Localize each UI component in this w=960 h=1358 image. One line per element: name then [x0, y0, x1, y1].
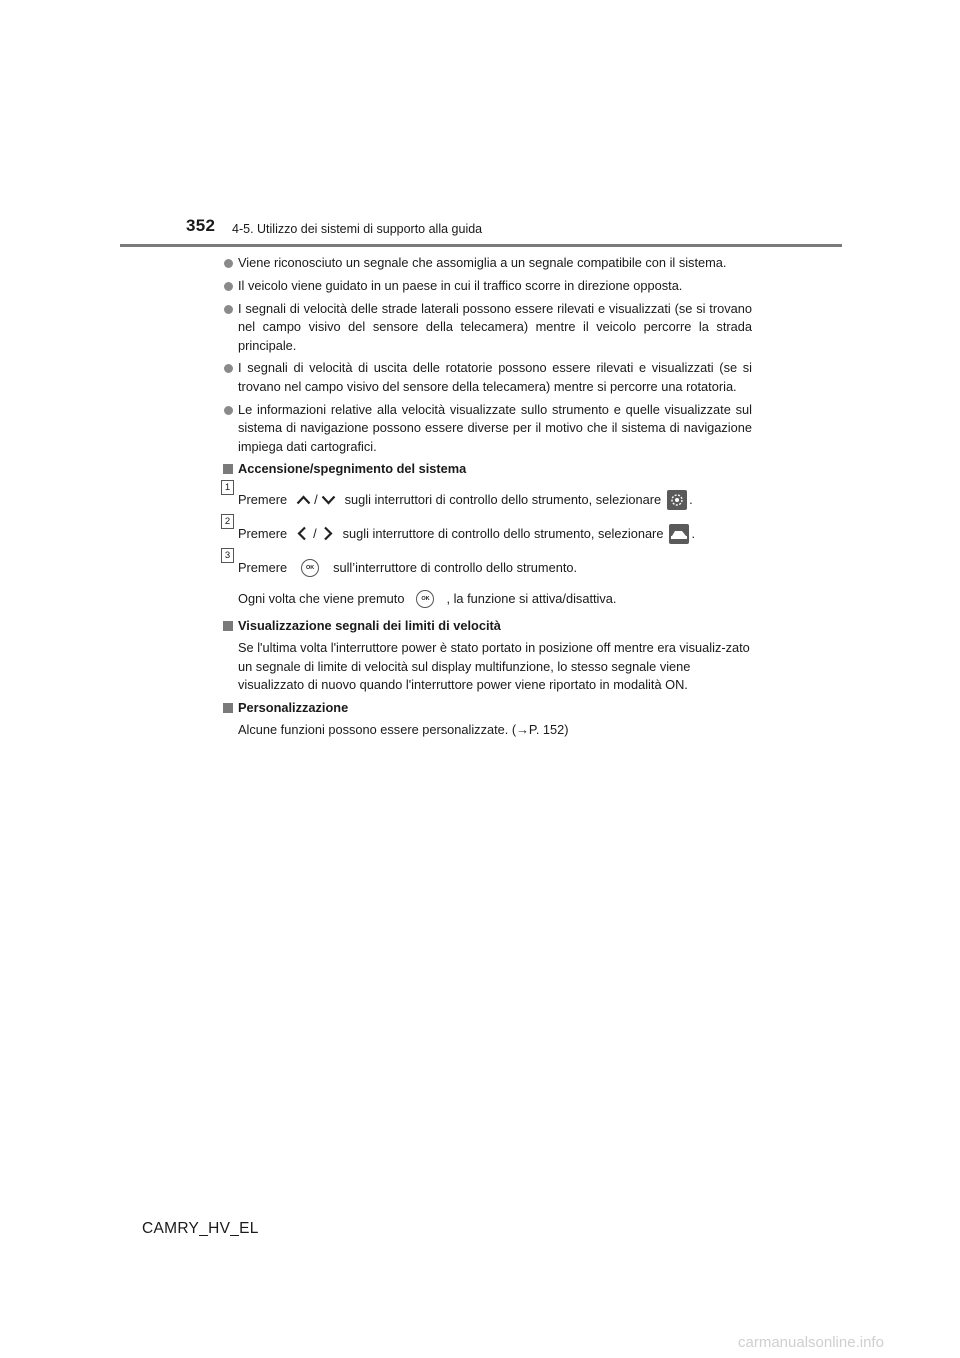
- step-number: 2: [221, 514, 234, 529]
- step-1: [222, 483, 752, 517]
- bullet-item: I segnali di velocità delle strade laterali possono essere rilevati e visualizzati (se si trovano nel campo visivo del sensore della telecamera) mentre il veicolo percorre la strada principale.: [222, 300, 752, 356]
- step-text: sugli interruttore di controllo dello strumento, selezionare: [342, 525, 664, 541]
- bullet-item: Viene riconosciuto un segnale che assomiglia a un segnale compatibile con il sistema.: [222, 254, 752, 273]
- note-text: Ogni volta che viene premuto: [238, 590, 405, 606]
- chevron-left-icon: [297, 526, 307, 541]
- settings-gear-icon: [667, 490, 687, 510]
- header-divider: [120, 244, 842, 247]
- note-text: , la funzione si attiva/disattiva.: [446, 590, 617, 606]
- bullet-item: Le informazioni relative alla velocità visualizzate sullo strumento e quelle visualizzate sul sistema di navigazione possono essere diverse per il motivo che il sistema di navigazione impiega dati cartografici.: [222, 401, 752, 457]
- bullet-item: Il veicolo viene guidato in un paese in cui il traffico scorre in direzione opposta.: [222, 277, 752, 296]
- step-text: Premere: [238, 559, 288, 575]
- bullet-item: I segnali di velocità di uscita delle rotatorie possono essere rilevati e visualizzati (se si trovano nel campo visivo del sensore della telecamera) mentre si percorre una rotatoria.: [222, 359, 752, 396]
- paragraph: Se l'ultima volta l'interruttore power è stato portato in posizione off mentre era visualiz-zato un segnale di limite di velocità sul display multifunzione, lo stesso segnale viene visualizzato di nuovo quando l'interruttore power viene riportato in modalità ON.: [238, 640, 750, 693]
- step-text: .: [691, 525, 696, 541]
- page-content: [222, 254, 752, 744]
- step-text: sugli interruttori di controllo dello strumento, selezionare: [344, 491, 662, 507]
- subheading-customization: Personalizzazione: [222, 699, 752, 718]
- section-title: 4-5. Utilizzo dei sistemi di supporto alla guida: [232, 222, 483, 236]
- step-text: Premere: [238, 525, 288, 541]
- page-number: 352: [186, 216, 216, 235]
- subheading-speed-signs: Visualizzazione segnali dei limiti di velocità: [222, 617, 752, 636]
- ok-button-icon: OK: [301, 559, 319, 577]
- step-separator: /: [313, 525, 317, 541]
- paragraph: Alcune funzioni possono essere personalizzate. (→P. 152): [238, 722, 569, 738]
- step-text: Premere: [238, 491, 288, 507]
- step-2: [222, 517, 752, 551]
- chevron-down-icon: [321, 495, 336, 505]
- step-separator: /: [314, 491, 318, 507]
- document-code: CAMRY_HV_EL: [142, 1220, 259, 1237]
- step-text: .: [689, 491, 693, 507]
- driving-assist-car-icon: [669, 524, 689, 544]
- step-text: sull’interruttore di controllo dello strumento.: [333, 559, 578, 575]
- ok-button-icon: OK: [416, 590, 434, 608]
- page-header: [0, 0, 960, 250]
- step-note: [222, 585, 752, 613]
- chevron-right-icon: [323, 526, 333, 541]
- subheading-system-toggle: Accensione/spegnimento del sistema: [222, 460, 752, 479]
- watermark: carmanualsonline.info: [738, 1334, 884, 1351]
- step-number: 3: [221, 548, 234, 563]
- step-3: [222, 551, 752, 585]
- step-number: 1: [221, 480, 234, 495]
- chevron-up-icon: [296, 495, 311, 505]
